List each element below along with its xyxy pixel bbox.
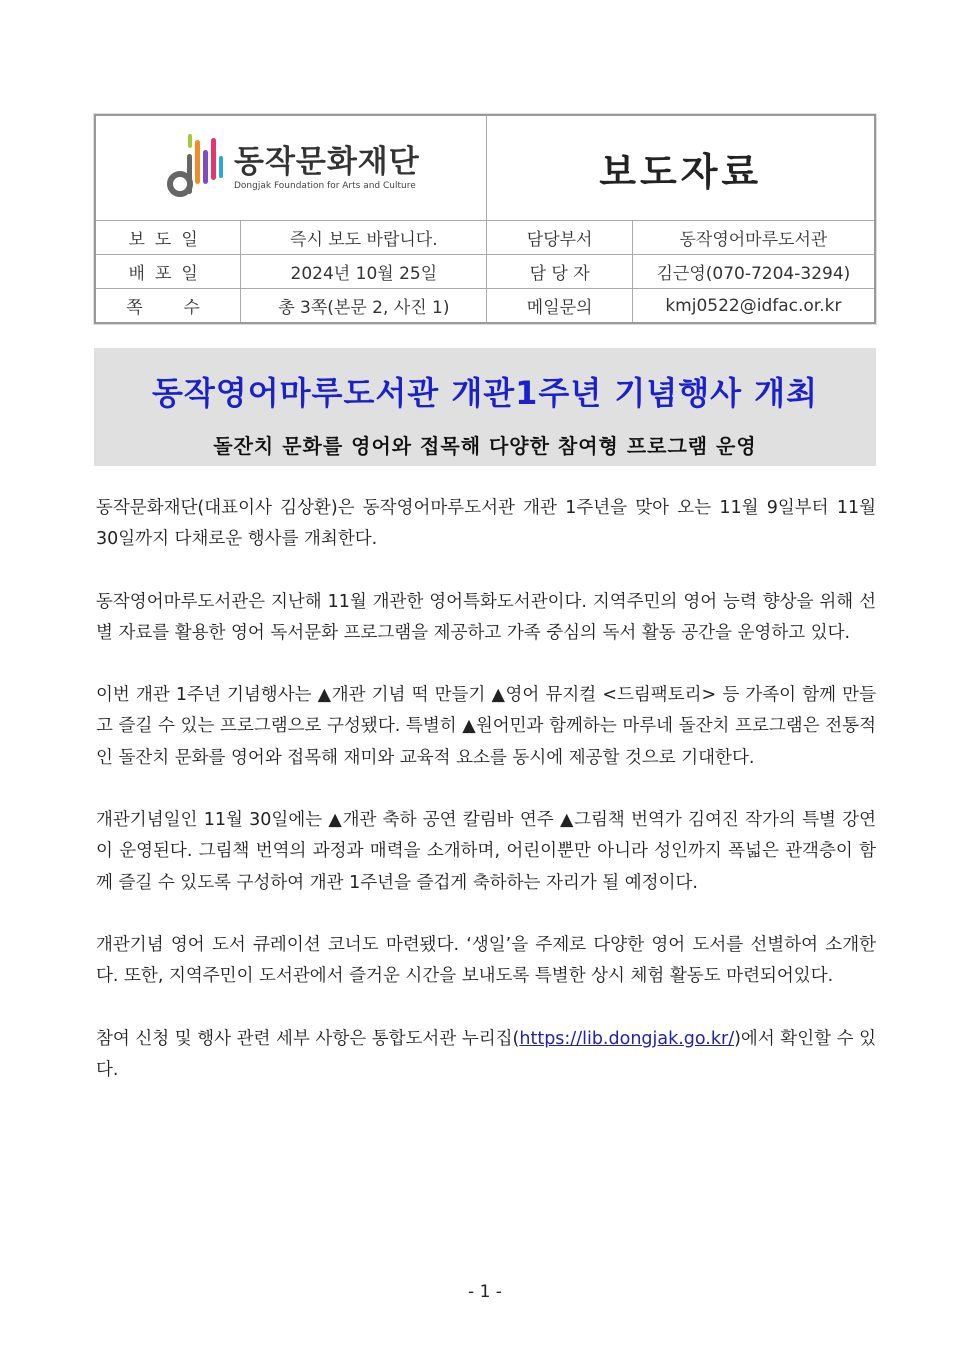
press-release-title: 보도자료 [599, 149, 763, 194]
paragraph: 동작영어마루도서관은 지난해 11월 개관한 영어특화도서관이다. 지역주민의 영어 능력 향상을 위해 선별 자료를 활용한 영어 독서문화 프로그램을 제공하고 가족 중심의 독서 활동 공간을 운영하고 있다. [96, 591, 876, 643]
library-website-link[interactable]: https://lib.dongjak.go.kr/ [519, 1028, 735, 1049]
paragraph-last [96, 1024, 876, 1087]
department-label: 담당부서 [487, 221, 632, 255]
page-count-label: 쪽 수 [95, 289, 241, 324]
press-title-cell [487, 115, 875, 221]
page-number: - 1 - [468, 1282, 502, 1302]
logo-cell [95, 115, 487, 221]
paragraph: 이번 개관 1주년 기념행사는 ▲개관 기념 떡 만들기 ▲영어 뮤지컬 <드림팩토리> 등 가족이 함께 만들고 즐길 수 있는 프로그램으로 구성됐다. 특별히 ▲원어민과 함께하는 마루네 돌잔치 프로그램은 전통적인 돌잔치 문화를 영어와 접목해 재미와 교육적 요소를 동시에 제공할 것으로 기대한다. [96, 685, 876, 768]
headline-box [94, 348, 876, 466]
headline: 동작영어마루도서관 개관1주년 기념행사 개최 [151, 374, 819, 412]
header-row [95, 289, 875, 324]
distribution-date-value: 2024년 10월 25일 [241, 255, 487, 289]
subheadline: 돌잔치 문화를 영어와 접목해 다양한 참여형 프로그램 운영 [213, 434, 757, 458]
release-date-value: 즉시 보도 바랍니다. [241, 221, 487, 255]
foundation-logo-icon [164, 132, 224, 204]
email-value[interactable]: kmj0522@idfac.or.kr [632, 289, 875, 324]
header-row [95, 255, 875, 289]
paragraph: 개관기념 영어 도서 큐레이션 코너도 마련됐다. ‘생일’을 주제로 다양한 영어 도서를 선별하여 소개한다. 또한, 지역주민이 도서관에서 즐거운 시간을 보내도록 특별한 상시 체험 활동도 마련되어있다. [96, 934, 876, 987]
department-value: 동작영어마루도서관 [632, 221, 875, 255]
page-count-value: 총 3쪽(본문 2, 사진 1) [241, 289, 487, 324]
release-date-label: 보도일 [95, 221, 241, 255]
paragraph: 개관기념일인 11월 30일에는 ▲개관 축하 공연 칼림바 연주 ▲그림책 번역가 김여진 작가의 특별 강연이 운영된다. 그림책 번역의 과정과 매력을 소개하며, 어린이뿐만 아니라 성인까지 폭넓은 관객층이 함께 즐길 수 있도록 구성하여 개관 1주년을 즐겁게 축하하는 자리가 될 예정이다. [96, 810, 876, 893]
logo-english-name: Dongjak Foundation for Arts and Culture [234, 181, 416, 191]
paragraph-text: )에서 확인할 수 있다. [96, 1028, 876, 1080]
paragraph: 동작문화재단(대표이사 김상환)은 동작영어마루도서관 개관 1주년을 맞아 오는 11월 9일부터 11월 30일까지 다채로운 행사를 개최한다. [96, 498, 876, 550]
contact-person-label: 담 당 자 [487, 255, 632, 289]
logo-name: 동작문화재단 [234, 144, 420, 180]
distribution-date-label: 배포일 [95, 255, 241, 289]
paragraph-text: 참여 신청 및 행사 관련 세부 사항은 통합도서관 누리집( [96, 1028, 520, 1049]
email-label: 메일문의 [487, 289, 632, 324]
article-body [96, 493, 876, 1117]
contact-person-value: 김근영(070-7204-3294) [632, 255, 875, 289]
foundation-logo [96, 132, 486, 204]
header-row [95, 221, 875, 255]
press-header-table [94, 114, 876, 324]
